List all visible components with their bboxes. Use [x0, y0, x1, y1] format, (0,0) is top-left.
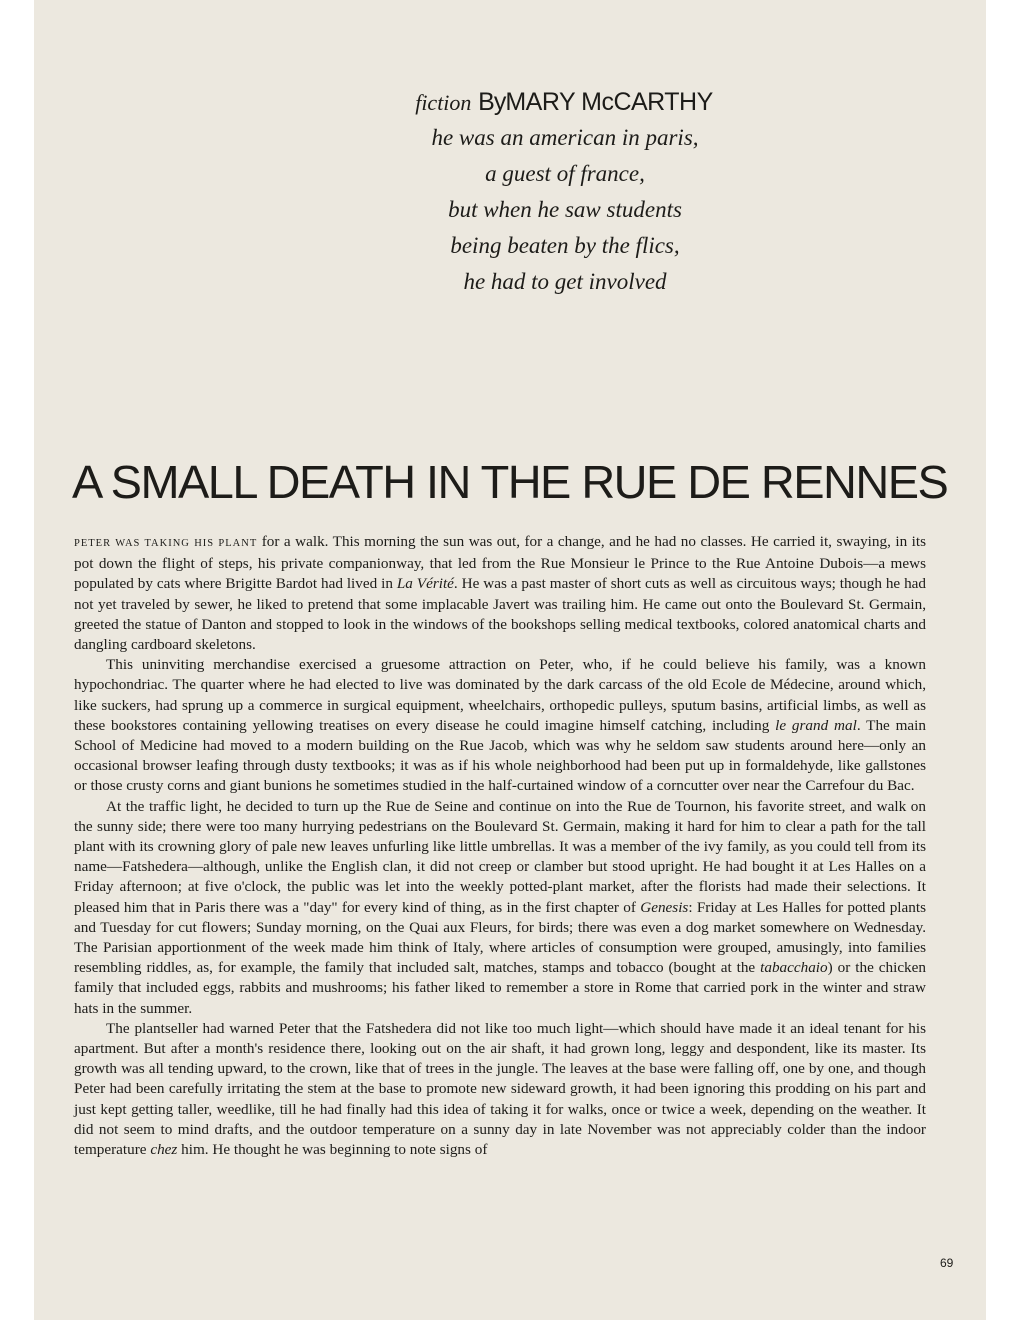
paragraph: [74, 655, 926, 796]
page-number: 69: [940, 1256, 954, 1270]
paragraph: [74, 532, 926, 655]
lead-in: PETER WAS TAKING HIS PLANT: [74, 538, 258, 549]
story-title: A SMALL DEATH IN THE RUE DE RENNES: [72, 456, 948, 508]
paragraph: [74, 1019, 926, 1160]
teaser-line: but when he saw students: [448, 197, 682, 222]
italic-term: tabacchaio: [760, 959, 828, 977]
italic-title: Genesis: [640, 898, 689, 916]
story-body: [74, 532, 926, 1160]
italic-term: chez: [150, 1141, 178, 1159]
text-run: The plantseller had warned Peter that the Fatshedera did not like too much light—which should have made it an ideal tenant for his apartment. But after a month's residence there, looking out on the air shaft, it had grown long, leggy and despondent, like its master. Its growth was all tending upward, to the crown, like that of trees in the jungle. The leaves at the base were falling off, one by one, and though Peter had been carefully irritating the stem at the base to promote new sideward growth, it had been ignoring this prodding on his part and just kept getting taller, weedlike, till he had finally had this idea of taking it for walks, once or twice a week, depending on the weather. It did not seem to mind drafts, and the outdoor temperature on a sunny day in late November was not appreciably colder than the indoor temperature: [74, 1019, 926, 1159]
text-run: . The main School of Medicine had moved to a modern building on the Rue Jacob, which was why he seldom saw students around here—only an occasional browser leafing through dusty textbooks; it was as if his whole neighborhood had been put up in formaldehyde, like gallstones or those crusty corns and giant bunions he sometimes studied in the half-curtained window of a corncutter over near the Carrefour du Bac.: [74, 716, 926, 795]
teaser-line: a guest of france,: [485, 161, 645, 186]
magazine-page: [34, 0, 986, 1320]
text-run: ) or the chicken family that included eggs, rabbits and mushrooms; his father liked to remember a store in Rome that carried pork in the winter and straw hats in the summer.: [74, 959, 926, 1017]
paragraph: [74, 797, 926, 1019]
byline-by: By: [478, 88, 506, 116]
text-run: him. He thought he was beginning to note signs of: [177, 1141, 488, 1159]
section-label: fiction: [415, 90, 472, 115]
teaser-line: being beaten by the flics,: [450, 233, 680, 258]
italic-title: La Vérité: [396, 575, 454, 593]
byline: [142, 84, 986, 120]
teaser-line: he had to get involved: [463, 269, 667, 294]
teaser-line: he was an american in paris,: [431, 125, 699, 150]
story-header: [34, 84, 986, 300]
text-run: At the traffic light, he decided to turn up the Rue de Seine and continue on into the Rue de Tournon, his favorite street, and walk on the sunny side; there were too many hurrying pedestrians on the Boulevard St. Germain, making it hard for him to clear a path for the tall plant with its crowning glory of pale new leaves unfurling like little umbrellas. It was a member of the ivy family, as you could tell from its name—Fatshedera—although, unlike the English clan, it did not creep or clamber but stood upright. He had bought it at Les Halles on a Friday afternoon; at five o'clock, the public was let into the weekly potted-plant market, after the florists had made their selections. It pleased him that in Paris there was a "day" for every kind of thing, as in the first chapter of: [74, 797, 926, 916]
text-run: This uninviting merchandise exercised a gruesome attraction on Peter, who, if he could believe his family, was a known hypochondriac. The quarter where he had elected to live was dominated by the dark carcass of the old Ecole de Médecine, around which, like suckers, had sprung up a commerce in surgical equipment, wheelchairs, orthopedic pulleys, sputum basins, artificial limbs, as well as these bookstores containing yellowing treatises on every disease he could imagine himself catching, including: [74, 656, 926, 734]
italic-term: le grand mal: [775, 716, 857, 734]
author-name: MARY McCARTHY: [505, 88, 713, 116]
text-run: . He was a past master of short cuts as well as circuitous ways; though he had not yet traveled by sewer, he liked to pretend that some implacable Javert was trailing him. He came out onto the Boulevard St. Germain, greeted the statue of Danton and stopped to look in the windows of the bookshops selling medical textbooks, colored anatomical charts and dangling cardboard skeletons.: [74, 575, 927, 654]
text-run: for a walk. This morning the sun was out, for a change, and he had no classes. He carried it, swaying, in its pot down the flight of steps, his private companionway, that led from the Rue Monsieur le Prince to the Rue Antoine Dubois—a mews populated by cats where Brigitte Bardot had lived in: [74, 533, 926, 593]
text-run: : Friday at Les Halles for potted plants and Tuesday for cut flowers; Sunday morning, on the Quai aux Fleurs, for birds; there was even a dog market somewhere on Wednesday. The Parisian apportionment of the week made him think of Italy, where articles of consumption were grouped, amusingly, into families resembling riddles, as, for example, the family that included salt, matches, stamps and tobacco (bought at the: [74, 898, 926, 977]
